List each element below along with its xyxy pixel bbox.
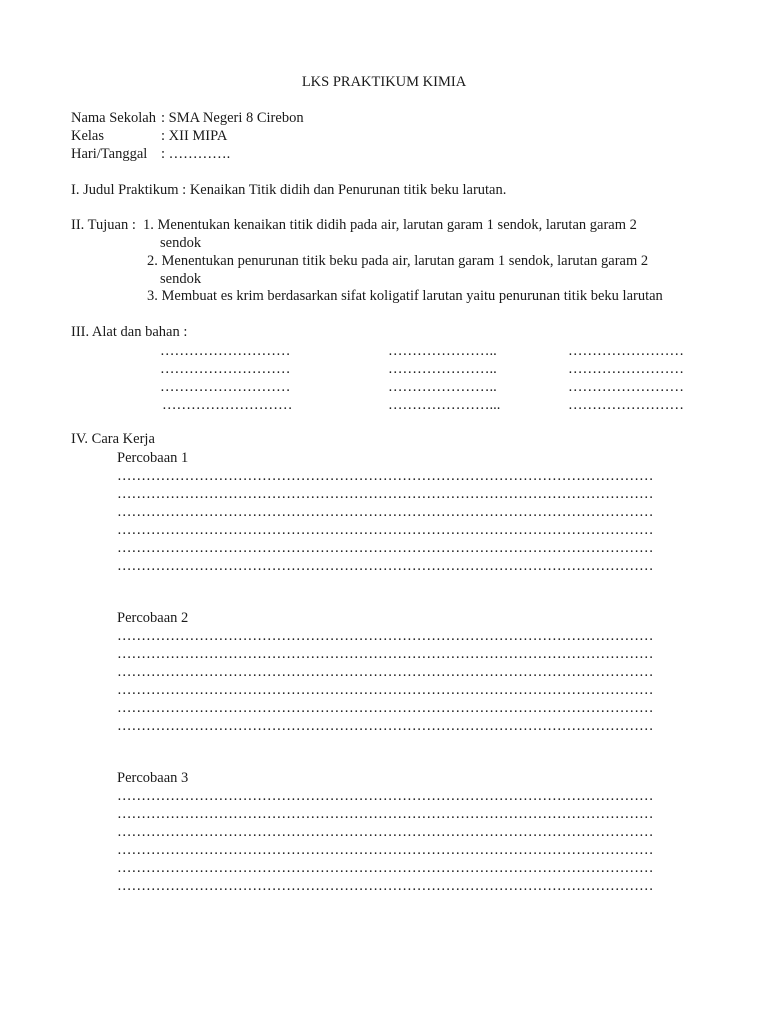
answer-line: ………………………………………………………………………………………………… xyxy=(117,664,654,680)
date-label: Hari/Tanggal xyxy=(71,146,148,162)
answer-line: ………………………………………………………………………………………………… xyxy=(117,468,654,484)
document-title: LKS PRAKTIKUM KIMIA xyxy=(301,74,467,90)
alat-bahan-blank: ………………….. xyxy=(388,361,497,377)
alat-bahan-blank: …………………… xyxy=(568,343,684,359)
answer-line: ………………………………………………………………………………………………… xyxy=(117,718,654,734)
alat-bahan-blank: …………………… xyxy=(568,361,684,377)
alat-bahan-heading: III. Alat dan bahan : xyxy=(71,324,188,340)
alat-bahan-blank: ……………………… xyxy=(160,343,291,359)
tujuan-item-2: 2. Menentukan penurunan titik beku pada air, larutan garam 1 sendok, larutan garam 2 xyxy=(147,253,649,269)
alat-bahan-blank: …………………… xyxy=(568,397,684,413)
class-label: Kelas xyxy=(71,128,105,144)
alat-bahan-blank: ……………………… xyxy=(160,361,291,377)
answer-line: ………………………………………………………………………………………………… xyxy=(117,558,654,574)
school-value: : SMA Negeri 8 Cirebon xyxy=(161,110,304,126)
tujuan-item-1: 1. Menentukan kenaikan titik didih pada air, larutan garam 1 sendok, larutan garam 2 xyxy=(143,217,637,233)
answer-line: ………………………………………………………………………………………………… xyxy=(117,486,654,502)
answer-line: ………………………………………………………………………………………………… xyxy=(117,646,654,662)
class-value: : XII MIPA xyxy=(161,128,228,144)
answer-line: ………………………………………………………………………………………………… xyxy=(117,522,654,538)
tujuan-item-2-cont: sendok xyxy=(160,271,202,287)
date-value: : …………. xyxy=(161,146,231,162)
answer-line: ………………………………………………………………………………………………… xyxy=(117,628,654,644)
answer-line: ………………………………………………………………………………………………… xyxy=(117,788,654,804)
alat-bahan-blank: ……………………… xyxy=(160,379,291,395)
answer-line: ………………………………………………………………………………………………… xyxy=(117,540,654,556)
tujuan-item-1-cont: sendok xyxy=(160,235,202,251)
tujuan-prefix: II. Tujuan : xyxy=(71,217,136,233)
answer-line: ………………………………………………………………………………………………… xyxy=(117,860,654,876)
answer-line: ………………………………………………………………………………………………… xyxy=(117,842,654,858)
percobaan-label: Percobaan 1 xyxy=(117,450,189,466)
percobaan-label: Percobaan 2 xyxy=(117,610,189,626)
tujuan-item-3: 3. Membuat es krim berdasarkan sifat koligatif larutan yaitu penurunan titik beku larutan xyxy=(147,288,663,304)
alat-bahan-blank: …………………… xyxy=(568,379,684,395)
answer-line: ………………………………………………………………………………………………… xyxy=(117,806,654,822)
section-judul: I. Judul Praktikum : Kenaikan Titik didih dan Penurunan titik beku larutan. xyxy=(71,182,507,198)
answer-line: ………………………………………………………………………………………………… xyxy=(117,504,654,520)
answer-line: ………………………………………………………………………………………………… xyxy=(117,700,654,716)
cara-kerja-heading: IV. Cara Kerja xyxy=(71,431,155,447)
answer-line: ………………………………………………………………………………………………… xyxy=(117,824,654,840)
answer-line: ………………………………………………………………………………………………… xyxy=(117,878,654,894)
alat-bahan-blank: …………………... xyxy=(388,397,501,413)
alat-bahan-blank: ……………………… xyxy=(162,397,293,413)
percobaan-label: Percobaan 3 xyxy=(117,770,189,786)
answer-line: ………………………………………………………………………………………………… xyxy=(117,682,654,698)
alat-bahan-blank: ………………….. xyxy=(388,343,497,359)
alat-bahan-blank: ………………….. xyxy=(388,379,497,395)
school-label: Nama Sekolah xyxy=(71,110,156,126)
